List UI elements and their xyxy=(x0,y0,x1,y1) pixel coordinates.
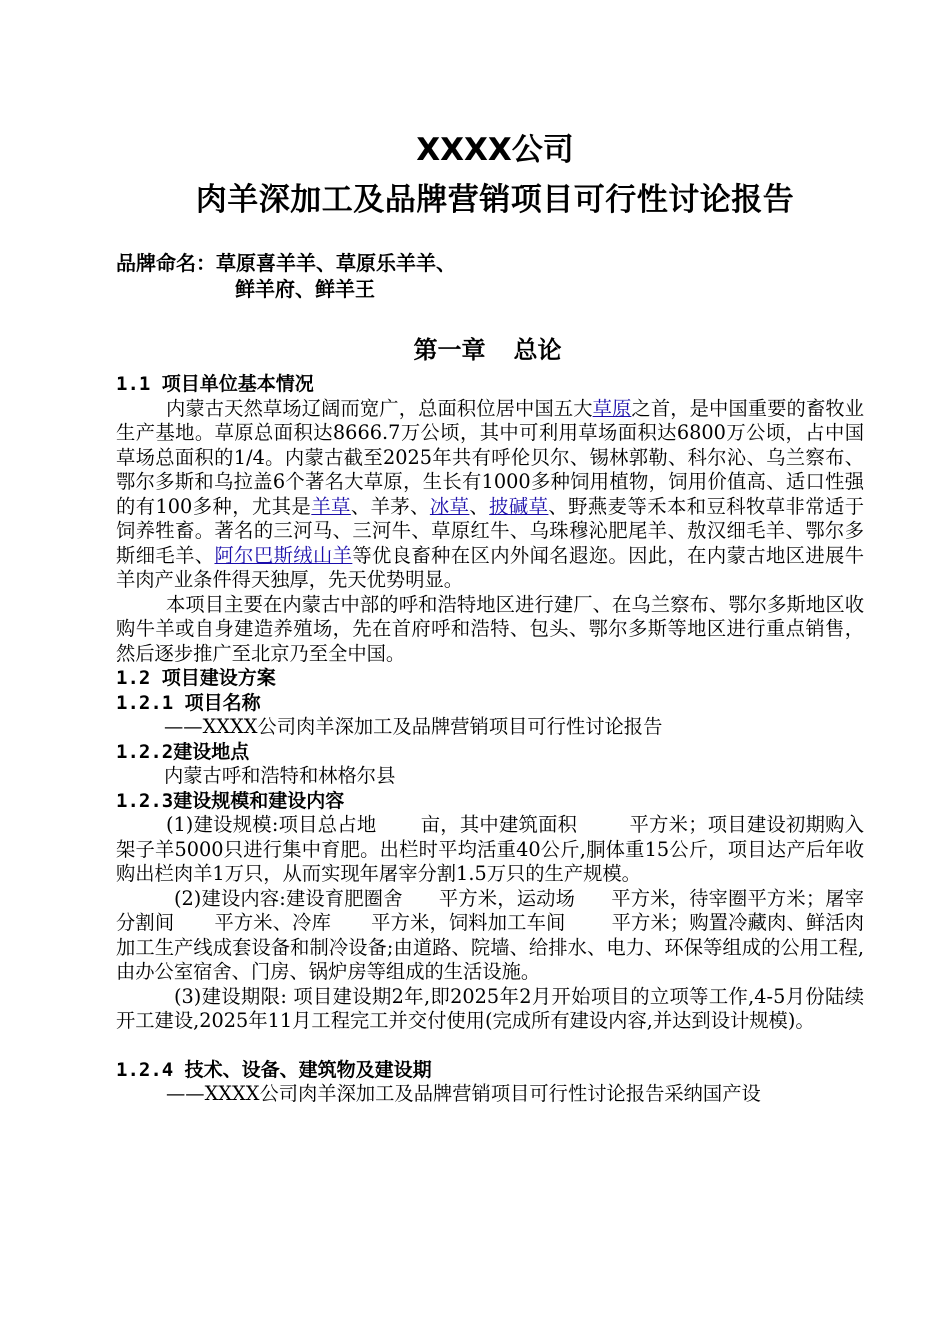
section-heading-1-2-4: 1.2.4 技术、设备、建筑物及建设期 xyxy=(116,1058,432,1081)
project-name-text: ——XXXX公司肉羊深加工及品牌营销项目可行性讨论报告 xyxy=(164,715,663,738)
link-grassland[interactable]: 草原 xyxy=(592,396,632,420)
section-heading-1-1: 1.1 项目单位基本情况 xyxy=(116,373,314,395)
paragraph-construction-scale: (1)建设规模:项目总占地 亩，其中建筑面积 平方米；项目建设初期购入架子羊5000只进行集中育肥。出栏时平均活重40公斤,胴体重15公斤，项目达产后年收购出栏肉羊1万只，从而实现年屠宰分割1.5万只的生产规模。 xyxy=(116,813,865,885)
doc-title-report: 肉羊深加工及品牌营销项目可行性讨论报告 xyxy=(195,182,795,218)
section-heading-1-2-2: 1.2.2建设地点 xyxy=(116,740,250,763)
chapter-number: 第一章 xyxy=(413,336,486,364)
section-heading-1-2-1: 1.2.1 项目名称 xyxy=(116,691,261,714)
paragraph-project-location: 本项目主要在内蒙古中部的呼和浩特地区进行建厂、在乌兰察布、鄂尔多斯地区收购牛羊或自身建造养殖场，先在首府呼和浩特、包头、鄂尔多斯等地区进行重点销售，然后逐步推广至北京乃至全中国。 xyxy=(116,592,864,665)
technology-equipment-text: ——XXXX公司肉羊深加工及品牌营销项目可行性讨论报告采纳国产设 xyxy=(166,1082,761,1105)
link-elymus[interactable]: 披碱草 xyxy=(489,494,549,518)
site-location-text: 内蒙古呼和浩特和林格尔县 xyxy=(164,764,396,787)
link-leymus[interactable]: 羊草 xyxy=(311,494,351,518)
link-arbas-goat[interactable]: 阿尔巴斯绒山羊 xyxy=(214,543,353,567)
chapter-title: 总论 xyxy=(513,336,562,364)
brand-naming-line1: 品牌命名：草原喜羊羊、草原乐羊羊、 xyxy=(116,251,456,275)
doc-title-company: XXXX公司 xyxy=(416,132,574,168)
section-heading-1-2-3: 1.2.3建设规模和建设内容 xyxy=(116,789,345,812)
chapter-heading xyxy=(0,334,950,366)
link-agropyron[interactable]: 冰草 xyxy=(429,494,470,518)
document-body xyxy=(116,372,864,1107)
brand-naming-line2: 鲜羊府、鲜羊王 xyxy=(235,277,375,301)
section-heading-1-2: 1.2 项目建设方案 xyxy=(116,667,276,689)
paragraph-grassland: 内蒙古天然草场辽阔而宽广，总面积位居中国五大草原之首，是中国重要的畜牧业生产基地。草原总面积达8666.7万公顷，其中可利用草场面积达6800万公顷，占中国草场总面积的1/4。内蒙古截至2025年共有呼伦贝尔、锡林郭勒、科尔沁、乌兰察布、鄂尔多斯和乌拉盖6个著名大草原，生长有1000多种饲用植物，饲用价值高、适口性强的有100多种，尤其是羊草、羊茅、冰草、披碱草、野燕麦等禾本和豆科牧草非常适于饲养牲畜。著名的三河马、三河牛、草原红牛、乌珠穆沁肥尾羊、敖汉细毛羊、鄂尔多斯细毛羊、阿尔巴斯绒山羊等优良畜种在区内外闻名遐迩。因此，在内蒙古地区进展牛羊肉产业条件得天独厚，先天优势明显。 xyxy=(116,396,865,591)
paragraph-construction-content: (2)建设内容:建设育肥圈舍 平方米，运动场 平方米，待宰圈平方米；屠宰分割间 平方米、冷库 平方米，饲料加工车间 平方米；购置冷藏肉、鲜活肉加工生产线成套设备和制冷设备;由道路、院墙、给排水、电力、环保等组成的公用工程,由办公室宿舍、门房、锅炉房等组成的生活设施。 xyxy=(116,886,865,983)
paragraph-construction-period: (3)建设期限: 项目建设期2年,即2025年2月开始项目的立项等工作,4-5月份陆续开工建设,2025年11月工程完工并交付使用(完成所有建设内容,并达到设计规模)。 xyxy=(116,984,864,1032)
